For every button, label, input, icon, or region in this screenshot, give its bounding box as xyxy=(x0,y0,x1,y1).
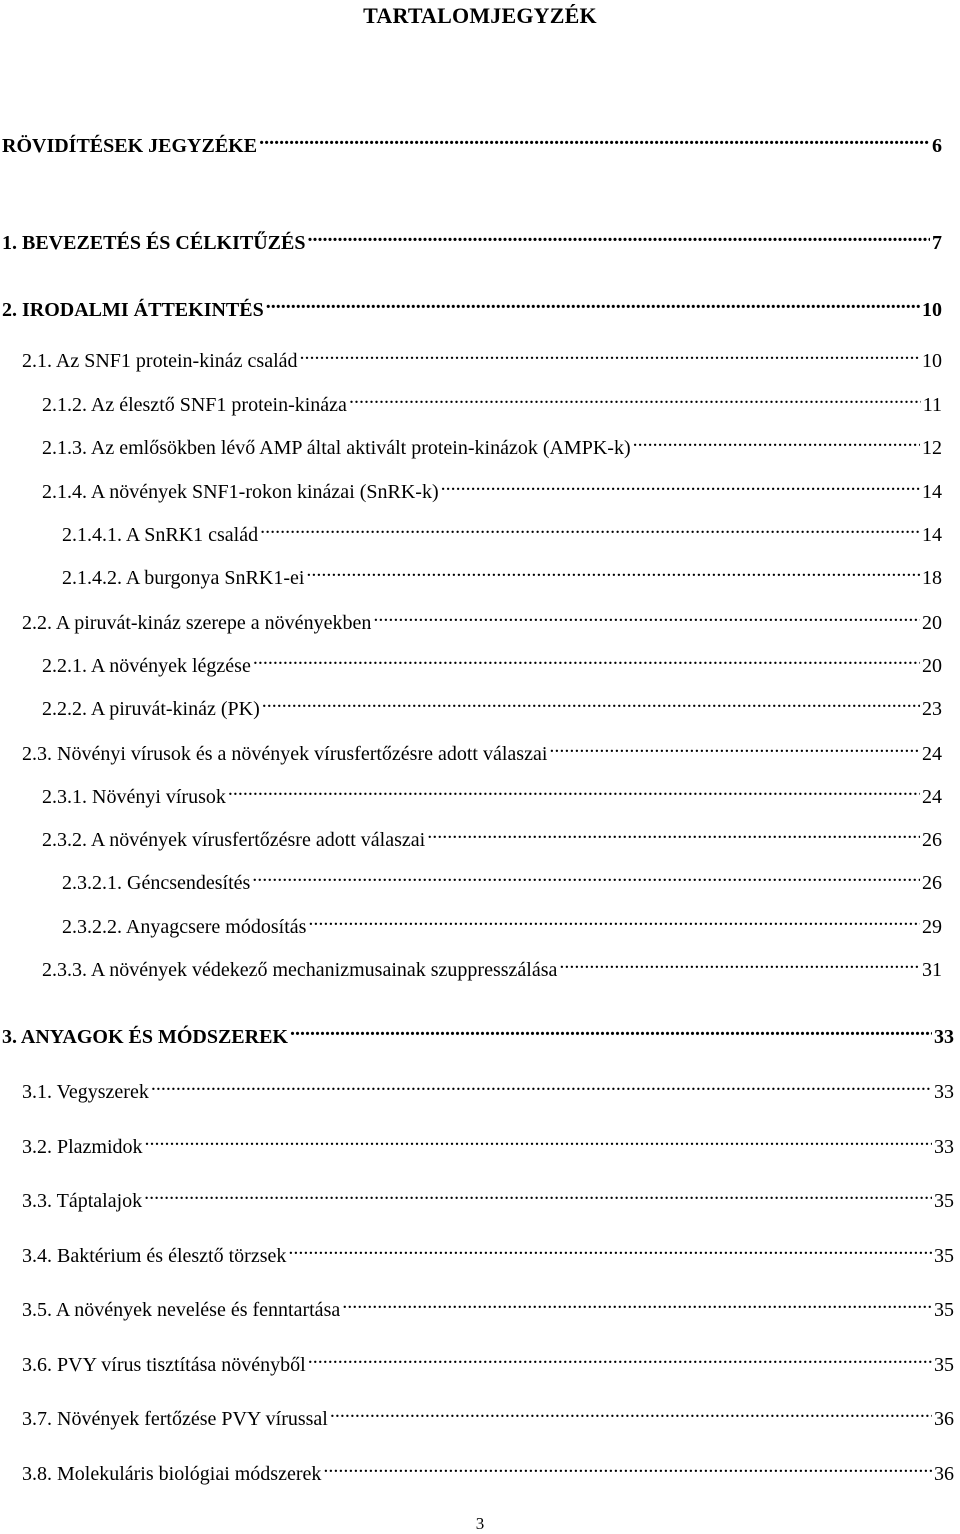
toc-leader-dots xyxy=(145,1127,932,1153)
toc-entry[interactable] xyxy=(22,603,942,636)
toc-entry-page: 20 xyxy=(922,655,942,677)
toc-leader-dots xyxy=(427,820,920,846)
toc-leader-dots xyxy=(262,689,920,715)
toc-leader-dots xyxy=(349,385,921,411)
toc-leader-dots xyxy=(252,863,920,889)
toc-entry[interactable] xyxy=(62,515,942,548)
toc-entry[interactable] xyxy=(22,1181,954,1214)
toc-entry[interactable] xyxy=(42,646,942,679)
toc-leader-dots xyxy=(559,950,920,976)
toc-entry-label: 2. IRODALMI ÁTTEKINTÉS xyxy=(2,299,264,321)
toc-leader-dots xyxy=(633,428,920,454)
toc-entry-page: 33 xyxy=(934,1136,954,1158)
toc-entry[interactable] xyxy=(2,126,942,159)
toc-entry[interactable] xyxy=(42,428,942,461)
toc-entry[interactable] xyxy=(22,1290,954,1323)
toc-leader-dots xyxy=(151,1072,932,1098)
toc-entry-page: 12 xyxy=(922,437,942,459)
toc-entry-label: 2.2. A piruvát-kináz szerepe a növényekben xyxy=(22,612,372,634)
toc-entry[interactable] xyxy=(42,820,942,853)
toc-entry-page: 24 xyxy=(922,786,942,808)
toc-entry[interactable] xyxy=(2,290,942,323)
toc-entry[interactable] xyxy=(22,1454,954,1487)
toc-entry-page: 36 xyxy=(934,1463,954,1485)
toc-entry[interactable] xyxy=(42,777,942,810)
toc-entry-label: 2.1.4.2. A burgonya SnRK1-ei xyxy=(62,567,305,589)
toc-entry-label: 3.2. Plazmidok xyxy=(22,1136,143,1158)
toc-entry-label: 3.7. Növények fertőzése PVY vírussal xyxy=(22,1408,328,1430)
toc-entry[interactable] xyxy=(62,907,942,940)
toc-leader-dots xyxy=(266,290,920,316)
toc-leader-dots xyxy=(323,1454,932,1480)
toc-entry[interactable] xyxy=(62,863,942,896)
toc-leader-dots xyxy=(288,1236,932,1262)
toc-entry-label: 3.6. PVY vírus tisztítása növényből xyxy=(22,1354,306,1376)
toc-entry-label: 3.3. Táptalajok xyxy=(22,1190,143,1212)
toc-entry-label: 3.1. Vegyszerek xyxy=(22,1081,149,1103)
toc-entry[interactable] xyxy=(22,1236,954,1269)
toc-entry[interactable] xyxy=(42,472,942,505)
toc-entry-page: 31 xyxy=(922,959,942,981)
toc-entry-page: 35 xyxy=(934,1245,954,1267)
toc-leader-dots xyxy=(306,558,920,584)
toc-entry-page: 20 xyxy=(922,612,942,634)
toc-leader-dots xyxy=(259,126,930,152)
toc-entry[interactable] xyxy=(22,1127,954,1160)
toc-leader-dots xyxy=(308,1345,932,1371)
toc-entry-label: 2.3.3. A növények védekező mechanizmusainak szuppresszálása xyxy=(42,959,558,981)
toc-title: TARTALOMJEGYZÉK xyxy=(363,3,597,28)
toc-entry-page: 33 xyxy=(934,1081,954,1103)
toc-entry-label: RÖVIDÍTÉSEK JEGYZÉKE xyxy=(2,135,258,157)
toc-entry-label: 2.3.2.1. Géncsendesítés xyxy=(62,872,251,894)
toc-leader-dots xyxy=(144,1181,932,1207)
toc-leader-dots xyxy=(342,1290,932,1316)
toc-entry-label: 2.3. Növényi vírusok és a növények vírusfertőzésre adott válaszai xyxy=(22,743,548,765)
toc-entry-page: 14 xyxy=(922,524,942,546)
toc-leader-dots xyxy=(549,734,920,760)
toc-leader-dots xyxy=(373,603,920,629)
toc-entry-page: 35 xyxy=(934,1190,954,1212)
toc-entry-page: 6 xyxy=(932,135,942,157)
toc-entry-label: 1. BEVEZETÉS ÉS CÉLKITŰZÉS xyxy=(2,232,306,254)
toc-entry-page: 35 xyxy=(934,1354,954,1376)
toc-leader-dots xyxy=(228,777,920,803)
toc-leader-dots xyxy=(290,1017,932,1043)
page-number: 3 xyxy=(475,1514,485,1533)
toc-entry-page: 35 xyxy=(934,1299,954,1321)
toc-entry-page: 29 xyxy=(922,916,942,938)
toc-entry-label: 2.3.1. Növényi vírusok xyxy=(42,786,226,808)
toc-entry-label: 3.5. A növények nevelése és fenntartása xyxy=(22,1299,341,1321)
toc-entry-label: 2.1.4.1. A SnRK1 család xyxy=(62,524,259,546)
toc-entry-page: 26 xyxy=(922,829,942,851)
toc-leader-dots xyxy=(307,223,930,249)
toc-entry-page: 10 xyxy=(922,299,942,321)
toc-entry-page: 23 xyxy=(922,698,942,720)
toc-entry[interactable] xyxy=(2,223,942,256)
toc-leader-dots xyxy=(300,341,921,367)
toc-entry-label: 2.1.4. A növények SNF1-rokon kinázai (SnRK-k) xyxy=(42,481,439,503)
toc-entry-label: 2.1. Az SNF1 protein-kináz család xyxy=(22,350,298,372)
toc-entry-label: 2.3.2.2. Anyagcsere módosítás xyxy=(62,916,307,938)
toc-leader-dots xyxy=(441,472,920,498)
toc-entry-page: 24 xyxy=(922,743,942,765)
toc-entry-label: 2.2.1. A növények légzése xyxy=(42,655,251,677)
toc-entry[interactable] xyxy=(22,1072,954,1105)
toc-entry[interactable] xyxy=(22,734,942,767)
toc-entry-label: 3.8. Molekuláris biológiai módszerek xyxy=(22,1463,322,1485)
toc-entry[interactable] xyxy=(22,341,942,374)
toc-entry-page: 10 xyxy=(922,350,942,372)
toc-entry-page: 14 xyxy=(922,481,942,503)
toc-entry[interactable] xyxy=(22,1399,954,1432)
toc-leader-dots xyxy=(253,646,920,672)
toc-entry[interactable] xyxy=(2,1017,954,1050)
toc-entry-label: 2.1.2. Az élesztő SNF1 protein-kináza xyxy=(42,394,347,416)
toc-entry[interactable] xyxy=(62,558,942,591)
toc-entry-label: 2.3.2. A növények vírusfertőzésre adott válaszai xyxy=(42,829,426,851)
toc-entry-page: 36 xyxy=(934,1408,954,1430)
toc-entry-label: 3.4. Baktérium és élesztő törzsek xyxy=(22,1245,287,1267)
toc-entry-page: 33 xyxy=(934,1026,954,1048)
toc-leader-dots xyxy=(260,515,920,541)
toc-entry-page: 11 xyxy=(922,394,942,416)
toc-entry-label: 2.1.3. Az emlősökben lévő AMP által aktivált protein-kinázok (AMPK-k) xyxy=(42,437,631,459)
toc-entry[interactable] xyxy=(42,950,942,983)
toc-entry-label: 3. ANYAGOK ÉS MÓDSZEREK xyxy=(2,1026,288,1048)
toc-leader-dots xyxy=(330,1399,932,1425)
toc-entry-page: 26 xyxy=(922,872,942,894)
toc-leader-dots xyxy=(308,907,920,933)
toc-entry[interactable] xyxy=(22,1345,954,1378)
toc-entry-page: 7 xyxy=(932,232,942,254)
toc-entry-page: 18 xyxy=(922,567,942,589)
toc-entry-label: 2.2.2. A piruvát-kináz (PK) xyxy=(42,698,260,720)
toc-entry[interactable] xyxy=(42,385,942,418)
toc-entry[interactable] xyxy=(42,689,942,722)
